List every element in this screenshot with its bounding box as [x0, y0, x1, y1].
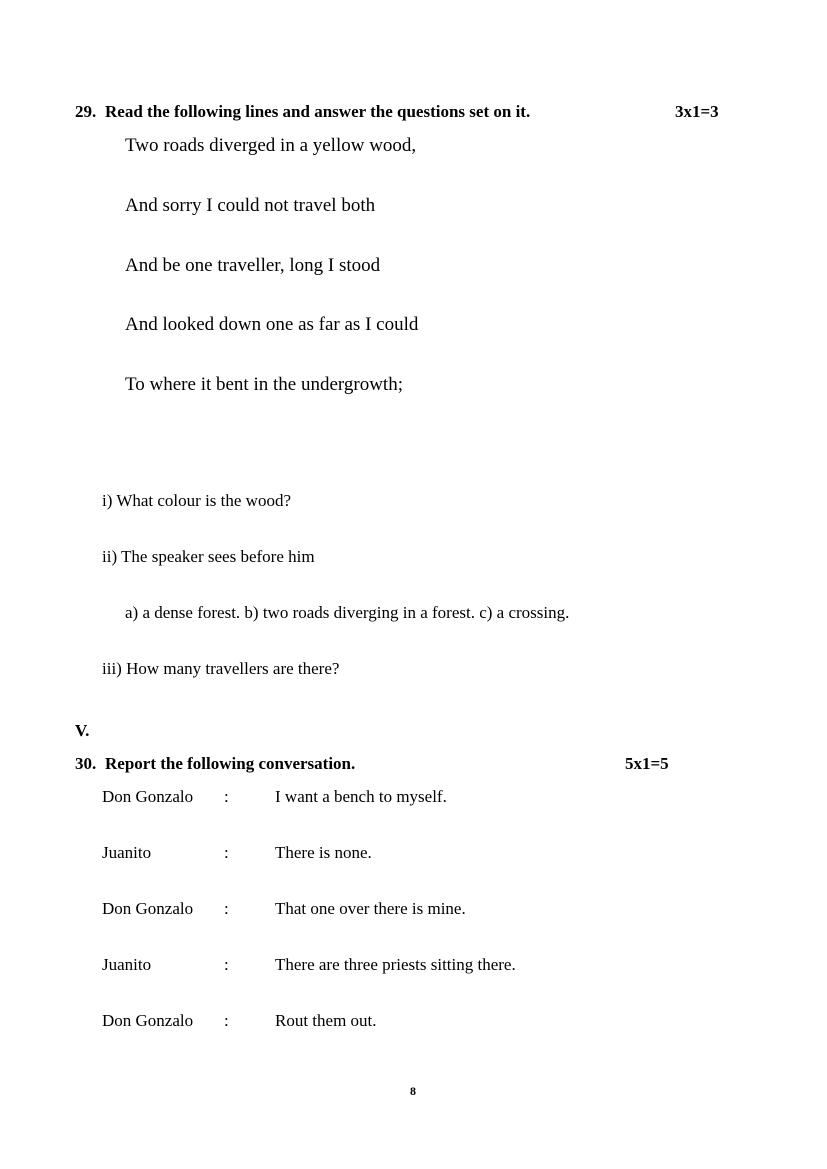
question-ii: ii) The speaker sees before him: [102, 547, 315, 566]
dialogue-line: There is none.: [275, 843, 372, 862]
colon-separator: :: [224, 843, 229, 862]
q30-instruction: Report the following conversation.: [105, 754, 356, 773]
question-iii: iii) How many travellers are there?: [102, 659, 340, 678]
q29-marks: 3x1=3: [675, 102, 719, 121]
dialogue-line: There are three priests sitting there.: [275, 955, 516, 974]
colon-separator: :: [224, 1011, 229, 1030]
speaker-name: Don Gonzalo: [102, 899, 194, 918]
poem-line: And be one traveller, long I stood: [125, 255, 381, 276]
colon-separator: :: [224, 899, 229, 918]
colon-separator: :: [224, 787, 229, 806]
speaker-name: Juanito: [102, 843, 152, 862]
poem-line: To where it bent in the undergrowth;: [125, 374, 403, 395]
page-number: 8: [410, 1084, 416, 1098]
speaker-name: Juanito: [102, 955, 152, 974]
colon-separator: :: [224, 955, 229, 974]
dialogue-line: I want a bench to myself.: [275, 787, 447, 806]
poem-line: Two roads diverged in a yellow wood,: [125, 135, 417, 156]
question-i: i) What colour is the wood?: [102, 491, 292, 510]
dialogue-line: Rout them out.: [275, 1011, 377, 1030]
q30-number: 30.: [75, 754, 97, 773]
q29-instruction: Read the following lines and answer the questions set on it.: [105, 102, 531, 121]
poem-line: And sorry I could not travel both: [125, 195, 376, 216]
poem-line: And looked down one as far as I could: [125, 314, 419, 335]
speaker-name: Don Gonzalo: [102, 787, 194, 806]
question-ii-options: a) a dense forest. b) two roads diverging in a forest. c) a crossing.: [125, 603, 570, 622]
q30-marks: 5x1=5: [625, 754, 669, 773]
dialogue-line: That one over there is mine.: [275, 899, 466, 918]
speaker-name: Don Gonzalo: [102, 1011, 194, 1030]
q29-number: 29.: [75, 102, 97, 121]
section-heading: V.: [75, 721, 90, 740]
